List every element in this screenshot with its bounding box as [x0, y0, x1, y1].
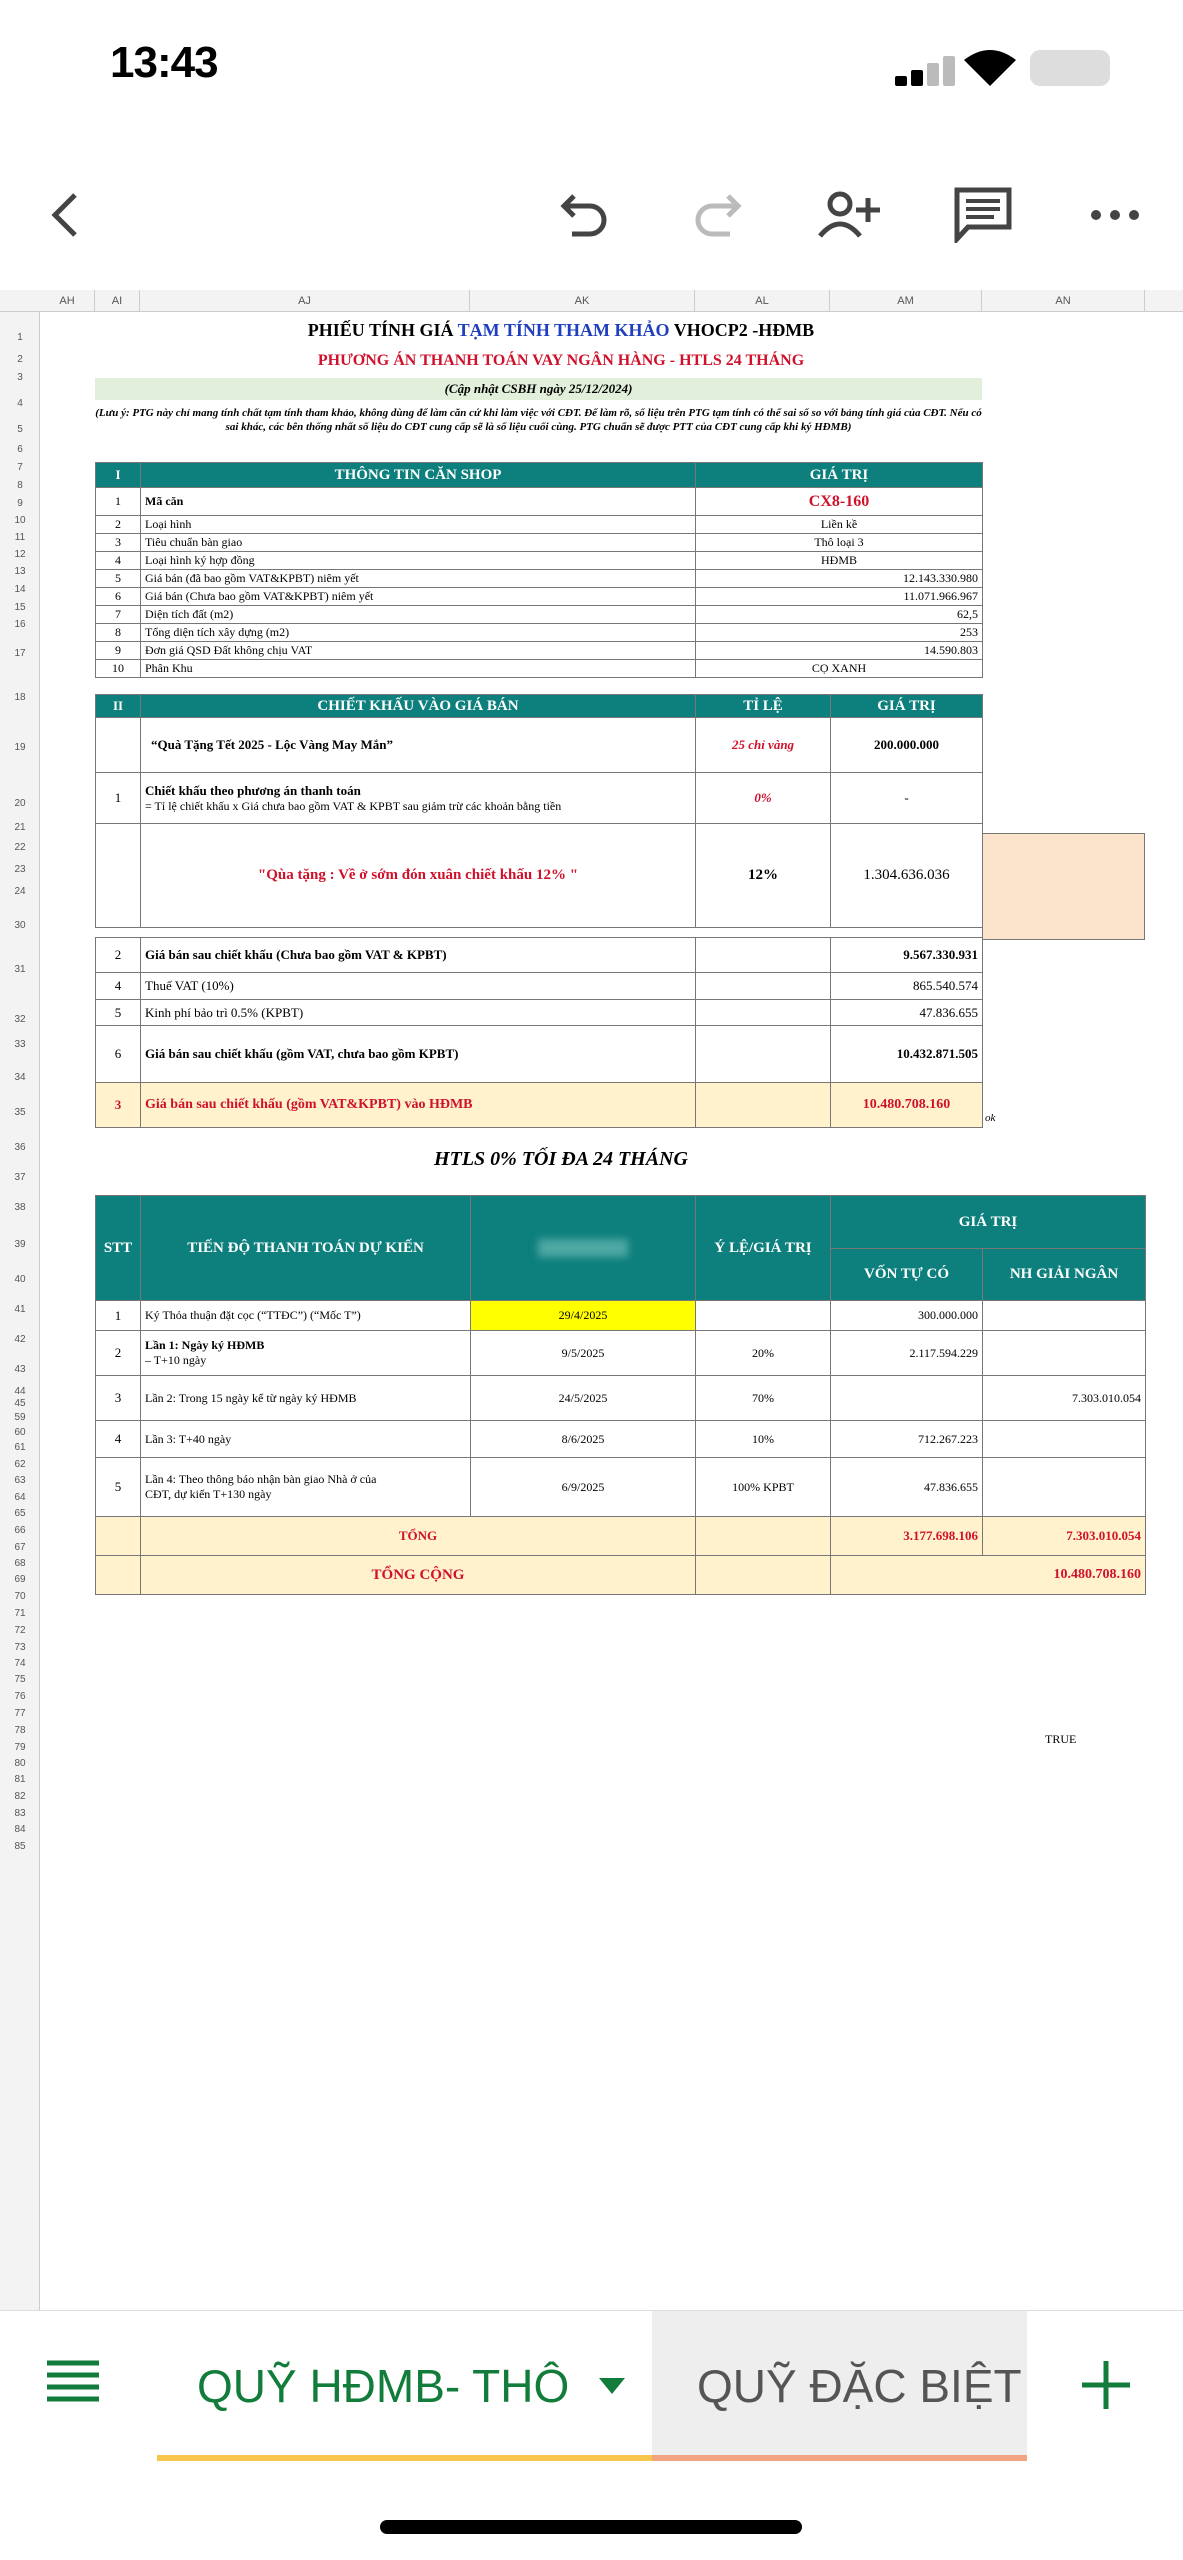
- column-header[interactable]: AH: [40, 290, 95, 312]
- stt-header: STT: [95, 1195, 141, 1301]
- payment-sub: CĐT, dự kiến T+130 ngày: [145, 1487, 272, 1501]
- row-header[interactable]: 37: [14, 1172, 26, 1183]
- status-bar: [0, 0, 1183, 140]
- rate-value-header: Ý LỆ/GIÁ TRỊ: [695, 1195, 831, 1301]
- htls-title: HTLS 0% TỐI ĐA 24 THÁNG: [434, 1148, 688, 1170]
- section-number: II: [95, 694, 141, 718]
- total-bank[interactable]: 7.303.010.054: [982, 1516, 1146, 1556]
- payment-bank[interactable]: [982, 1420, 1146, 1458]
- row-number[interactable]: 6: [95, 587, 141, 606]
- row-number[interactable]: 3: [95, 1082, 141, 1128]
- info-value[interactable]: HĐMB: [695, 551, 983, 570]
- row-number[interactable]: 10: [95, 659, 141, 678]
- status-time: 13:43: [110, 38, 218, 87]
- discount-label-cell[interactable]: [140, 772, 696, 824]
- row-header[interactable]: 39: [14, 1239, 26, 1250]
- payment-rate[interactable]: 20%: [695, 1330, 831, 1376]
- payment-rate[interactable]: 10%: [695, 1420, 831, 1458]
- update-note: (Cập nhật CSBH ngày 25/12/2024): [95, 378, 982, 400]
- row-header[interactable]: 35: [14, 1107, 26, 1118]
- row-header[interactable]: 5: [17, 424, 23, 435]
- row-header[interactable]: 74: [14, 1658, 26, 1669]
- row-number[interactable]: 5: [95, 1457, 141, 1517]
- gift-value[interactable]: 200.000.000: [830, 717, 983, 773]
- row-number[interactable]: 2: [95, 937, 141, 973]
- payment-bank[interactable]: [982, 1300, 1146, 1331]
- row-header[interactable]: 23: [14, 864, 26, 875]
- payment-date[interactable]: 24/5/2025: [470, 1375, 696, 1421]
- row-header[interactable]: 66: [14, 1525, 26, 1536]
- promo-rate[interactable]: 12%: [695, 823, 831, 928]
- payment-bank[interactable]: [982, 1457, 1146, 1517]
- table-cell[interactable]: [695, 1082, 831, 1128]
- info-label[interactable]: Loại hình ký hợp đồng: [140, 551, 696, 570]
- row-header[interactable]: 4: [17, 398, 23, 409]
- sheet-subtitle: PHƯƠNG ÁN THANH TOÁN VAY NGÂN HÀNG - HTLS 24 THÁNG: [317, 352, 805, 369]
- undo-icon[interactable]: [550, 180, 620, 250]
- info-label[interactable]: Đơn giá QSD Đất không chịu VAT: [140, 641, 696, 660]
- row-header[interactable]: 17: [14, 648, 26, 659]
- payment-rate[interactable]: 100% KPBT: [695, 1457, 831, 1517]
- row-header[interactable]: 44: [14, 1386, 26, 1397]
- row-header[interactable]: 19: [14, 742, 26, 753]
- sheet-toolbar: [0, 150, 1183, 280]
- payment-label: Lần 4: Theo thông báo nhận bàn giao Nhà ở của: [145, 1472, 377, 1486]
- payment-rate[interactable]: 70%: [695, 1375, 831, 1421]
- row-header[interactable]: 1: [17, 332, 23, 343]
- row-header[interactable]: 63: [14, 1475, 26, 1486]
- chevron-down-icon[interactable]: [599, 2378, 625, 2394]
- row-header[interactable]: 36: [14, 1142, 26, 1153]
- table-cell[interactable]: [95, 1555, 141, 1595]
- total-label[interactable]: TỔNG: [140, 1516, 696, 1556]
- column-header[interactable]: AK: [470, 290, 695, 312]
- info-value[interactable]: 11.071.966.967: [695, 587, 983, 606]
- payment-label: Ký Thỏa thuận đặt cọc (“TTĐC”) (“Mốc T”): [145, 1308, 361, 1322]
- table-cell[interactable]: [695, 1025, 831, 1083]
- signal-icon: [895, 56, 965, 86]
- section-title: CHIẾT KHẤU VÀO GIÁ BÁN: [140, 694, 696, 718]
- progress-header: TIẾN ĐỘ THANH TOÁN DỰ KIẾN: [140, 1195, 471, 1301]
- row-number[interactable]: 4: [95, 1420, 141, 1458]
- row-header[interactable]: 6: [17, 444, 23, 455]
- row-header[interactable]: 68: [14, 1558, 26, 1569]
- info-label[interactable]: Giá bán (đã bao gồm VAT&KPBT) niêm yết: [140, 569, 696, 588]
- info-value[interactable]: 62,5: [695, 605, 983, 624]
- more-dots-icon[interactable]: [1080, 180, 1150, 250]
- row-number[interactable]: 8: [95, 623, 141, 642]
- row-header[interactable]: 14: [14, 584, 26, 595]
- discount-value[interactable]: -: [830, 772, 983, 824]
- wifi-icon: [962, 48, 1018, 88]
- row-header[interactable]: 71: [14, 1608, 26, 1619]
- row-header[interactable]: 64: [14, 1492, 26, 1503]
- row-number[interactable]: 7: [95, 605, 141, 624]
- row-header[interactable]: 43: [14, 1364, 26, 1375]
- table-cell[interactable]: [95, 823, 141, 928]
- row-header[interactable]: 59: [14, 1412, 26, 1423]
- row-header[interactable]: 15: [14, 602, 26, 613]
- row-header[interactable]: 77: [14, 1708, 26, 1719]
- promo-label[interactable]: "Qùa tặng : Về ở sớm đón xuân chiết khấu 12% ": [140, 823, 696, 928]
- table-cell[interactable]: [95, 717, 141, 773]
- payment-own[interactable]: 300.000.000: [830, 1300, 983, 1331]
- row-header[interactable]: 82: [14, 1791, 26, 1802]
- info-label[interactable]: Tổng diện tích xây dựng (m2): [140, 623, 696, 642]
- tab-quy-dac-biet[interactable]: [652, 2311, 1027, 2461]
- row-number[interactable]: 5: [95, 569, 141, 588]
- value-group-header: GIÁ TRỊ: [830, 1195, 1146, 1249]
- payment-label-cell[interactable]: [140, 1330, 471, 1376]
- payment-label-cell[interactable]: [140, 1375, 471, 1421]
- row-header[interactable]: 2: [17, 354, 23, 365]
- discount-rate[interactable]: 0%: [695, 772, 831, 824]
- row-header[interactable]: 7: [17, 462, 23, 473]
- info-value[interactable]: CỌ XANH: [695, 659, 983, 678]
- payment-date[interactable]: 6/9/2025: [470, 1457, 696, 1517]
- info-label[interactable]: Phân Khu: [140, 659, 696, 678]
- spreadsheet-grid[interactable]: [0, 290, 1183, 2310]
- info-value[interactable]: Thô loại 3: [695, 533, 983, 552]
- title-part: VHOCP2 -HĐMB: [669, 320, 815, 340]
- payment-own[interactable]: 712.267.223: [830, 1420, 983, 1458]
- payment-label-cell[interactable]: [140, 1300, 471, 1331]
- info-value[interactable]: Liền kề: [695, 515, 983, 534]
- row-number[interactable]: 2: [95, 515, 141, 534]
- payment-label-cell[interactable]: [140, 1457, 471, 1517]
- tab-label: QUỸ HĐMB- THÔ: [197, 2360, 570, 2412]
- row-header[interactable]: 20: [14, 798, 26, 809]
- after-label[interactable]: Giá bán sau chiết khấu (Chưa bao gồm VAT & KPBT): [140, 937, 696, 973]
- row-header[interactable]: 34: [14, 1072, 26, 1083]
- column-header[interactable]: AI: [95, 290, 140, 312]
- table-cell[interactable]: [95, 1516, 141, 1556]
- row-header[interactable]: 70: [14, 1591, 26, 1602]
- info-label[interactable]: Loại hình: [140, 515, 696, 534]
- title-part: PHIẾU TÍNH GIÁ: [307, 320, 458, 340]
- row-header[interactable]: 65: [14, 1508, 26, 1519]
- row-header[interactable]: 45: [14, 1398, 26, 1409]
- row-number[interactable]: 3: [95, 1375, 141, 1421]
- row-number[interactable]: 6: [95, 1025, 141, 1083]
- payment-sub: – T+10 ngày: [145, 1353, 207, 1367]
- blurred-text: [538, 1239, 628, 1257]
- sheet-tab-bar: [0, 2310, 1183, 2470]
- back-arrow-icon[interactable]: [30, 180, 100, 250]
- column-header[interactable]: AN: [982, 290, 1145, 312]
- row-header[interactable]: 11: [14, 532, 26, 543]
- tab-label: QUỸ ĐẶC BIỆT: [697, 2360, 1022, 2412]
- payment-label: Lần 2: Trong 15 ngày kể từ ngày ký HĐMB: [145, 1390, 357, 1405]
- row-number[interactable]: 9: [95, 641, 141, 660]
- column-header-bar: [0, 290, 1183, 312]
- gift-label[interactable]: “Quà Tặng Tết 2025 - Lộc Vàng May Mắn”: [140, 717, 696, 773]
- home-indicator: [380, 2520, 802, 2534]
- after-label[interactable]: Thuế VAT (10%): [140, 972, 696, 1000]
- value-header: GIÁ TRỊ: [830, 694, 983, 718]
- payment-own[interactable]: [830, 1375, 983, 1421]
- payment-date[interactable]: 8/6/2025: [470, 1420, 696, 1458]
- row-header[interactable]: 41: [14, 1304, 26, 1315]
- redo-icon[interactable]: [682, 180, 752, 250]
- row-header[interactable]: 42: [14, 1334, 26, 1345]
- row-header[interactable]: 12: [14, 549, 26, 560]
- row-header[interactable]: 73: [14, 1642, 26, 1653]
- add-sheet-icon[interactable]: [1078, 2357, 1134, 2413]
- row-header[interactable]: 81: [14, 1774, 26, 1785]
- row-header[interactable]: 31: [14, 964, 26, 975]
- grand-total-value[interactable]: 10.480.708.160: [830, 1555, 1146, 1595]
- highlighted-cell[interactable]: [982, 833, 1145, 940]
- table-cell[interactable]: [695, 1555, 831, 1595]
- disclaimer-note: (Lưu ý: PTG này chỉ mang tính chất tạm tính tham khảo, không dùng để làm căn cứ khi làm việc với CĐT. Để làm rõ, số liệu trên PTG tạm tính có thể sai số so với bảng tính giá của CĐT. Nếu có sai khác, các bên thống nhất số liệu do CĐT cung cấp sẽ là số liệu cuối cùng. PTG chuẩn sẽ được PTT của CĐT cung cấp khi ký HĐMB): [95, 407, 982, 434]
- payment-label: Lần 1: Ngày ký HĐMB: [145, 1338, 265, 1352]
- row-header[interactable]: 76: [14, 1691, 26, 1702]
- payment-rate[interactable]: [695, 1300, 831, 1331]
- row-header[interactable]: 9: [17, 498, 23, 509]
- section-title: THÔNG TIN CĂN SHOP: [140, 462, 696, 488]
- discount-label: Chiết khấu theo phương án thanh toán: [145, 782, 361, 798]
- row-header[interactable]: 69: [14, 1574, 26, 1585]
- info-value[interactable]: 14.590.803: [695, 641, 983, 660]
- after-value[interactable]: 865.540.574: [830, 972, 983, 1000]
- row-number[interactable]: 5: [95, 999, 141, 1026]
- row-number[interactable]: 4: [95, 551, 141, 570]
- row-header[interactable]: 84: [14, 1824, 26, 1835]
- row-number[interactable]: 1: [95, 1300, 141, 1331]
- row-header[interactable]: 32: [14, 1014, 26, 1025]
- menu-icon[interactable]: [45, 2359, 105, 2409]
- ok-note: ok: [985, 1112, 996, 1124]
- comment-icon[interactable]: [948, 180, 1018, 250]
- row-header[interactable]: 78: [14, 1725, 26, 1736]
- blurred-header: [470, 1195, 696, 1301]
- info-value[interactable]: 12.143.330.980: [695, 569, 983, 588]
- after-label[interactable]: Giá bán sau chiết khấu (gồm VAT, chưa bao gồm KPBT): [140, 1025, 696, 1083]
- row-header-bar: [0, 312, 40, 2310]
- row-number[interactable]: 1: [95, 772, 141, 824]
- row-number[interactable]: 1: [95, 487, 141, 516]
- own-capital-header: VỐN TỰ CÓ: [830, 1248, 983, 1301]
- title-part-highlight: TẠM TÍNH THAM KHẢO: [457, 320, 670, 340]
- after-value[interactable]: 47.836.655: [830, 999, 983, 1026]
- row-number[interactable]: 4: [95, 972, 141, 1000]
- section-value-header: GIÁ TRỊ: [695, 462, 983, 488]
- tab-quy-hdmb[interactable]: [157, 2311, 652, 2461]
- row-number[interactable]: 3: [95, 533, 141, 552]
- row-header[interactable]: 60: [14, 1427, 26, 1438]
- after-value[interactable]: 10.432.871.505: [830, 1025, 983, 1083]
- info-value[interactable]: 253: [695, 623, 983, 642]
- payment-own[interactable]: 47.836.655: [830, 1457, 983, 1517]
- bank-header: NH GIẢI NGÂN: [982, 1248, 1146, 1301]
- row-header[interactable]: 18: [14, 692, 26, 703]
- payment-date[interactable]: 29/4/2025: [470, 1300, 696, 1331]
- row-header[interactable]: 30: [14, 920, 26, 931]
- row-header[interactable]: 33: [14, 1039, 26, 1050]
- total-own[interactable]: 3.177.698.106: [830, 1516, 983, 1556]
- row-header[interactable]: 80: [14, 1758, 26, 1769]
- row-header[interactable]: 40: [14, 1274, 26, 1285]
- info-label[interactable]: Diện tích đất (m2): [140, 605, 696, 624]
- battery-icon: [1030, 50, 1110, 86]
- payment-label: Lần 3: T+40 ngày: [145, 1431, 232, 1446]
- section-number: I: [95, 462, 141, 488]
- payment-bank[interactable]: [982, 1330, 1146, 1376]
- row-header[interactable]: 61: [14, 1442, 26, 1453]
- table-cell[interactable]: [695, 999, 831, 1026]
- payment-date[interactable]: 9/5/2025: [470, 1330, 696, 1376]
- grand-total-label[interactable]: TỔNG CỘNG: [140, 1555, 696, 1595]
- info-value[interactable]: CX8-160: [695, 487, 983, 516]
- row-header[interactable]: 24: [14, 886, 26, 897]
- sheet-title: [140, 320, 982, 341]
- row-header[interactable]: 79: [14, 1742, 26, 1753]
- info-label[interactable]: Giá bán (Chưa bao gồm VAT&KPBT) niêm yết: [140, 587, 696, 606]
- after-label[interactable]: Kinh phí bảo trì 0.5% (KPBT): [140, 999, 696, 1026]
- row-header[interactable]: 22: [14, 842, 26, 853]
- table-cell[interactable]: [695, 972, 831, 1000]
- row-header[interactable]: 67: [14, 1542, 26, 1553]
- rate-header: TỈ LỆ: [695, 694, 831, 718]
- table-cell[interactable]: [695, 1516, 831, 1556]
- add-person-icon[interactable]: [815, 180, 885, 250]
- row-header[interactable]: 10: [14, 515, 26, 526]
- column-header[interactable]: AM: [830, 290, 982, 312]
- row-header[interactable]: 85: [14, 1841, 26, 1852]
- row-header[interactable]: 38: [14, 1202, 26, 1213]
- payment-own[interactable]: 2.117.594.229: [830, 1330, 983, 1376]
- row-header[interactable]: 16: [14, 619, 26, 630]
- payment-label-cell[interactable]: [140, 1420, 471, 1458]
- row-header[interactable]: 8: [17, 480, 23, 491]
- row-header[interactable]: 13: [14, 566, 26, 577]
- info-label[interactable]: Tiêu chuẩn bàn giao: [140, 533, 696, 552]
- final-price-value[interactable]: 10.480.708.160: [830, 1082, 983, 1128]
- after-value[interactable]: 9.567.330.931: [830, 937, 983, 973]
- row-header[interactable]: 83: [14, 1808, 26, 1819]
- promo-value[interactable]: 1.304.636.036: [830, 823, 983, 928]
- gift-rate[interactable]: 25 chỉ vàng: [695, 717, 831, 773]
- table-cell[interactable]: [695, 937, 831, 973]
- payment-bank[interactable]: 7.303.010.054: [982, 1375, 1146, 1421]
- info-label[interactable]: Mã căn: [140, 487, 696, 516]
- row-header[interactable]: 21: [14, 822, 26, 833]
- row-header[interactable]: 62: [14, 1459, 26, 1470]
- row-number[interactable]: 2: [95, 1330, 141, 1376]
- column-header[interactable]: AJ: [140, 290, 470, 312]
- row-header[interactable]: 3: [17, 372, 23, 383]
- column-header[interactable]: AL: [695, 290, 830, 312]
- row-header[interactable]: 72: [14, 1625, 26, 1636]
- discount-sub: = Tỉ lệ chiết khấu x Giá chưa bao gồm VAT & KPBT sau giảm trừ các khoản bằng tiền: [145, 798, 562, 813]
- final-price-label[interactable]: Giá bán sau chiết khấu (gồm VAT&KPBT) vào HĐMB: [140, 1082, 696, 1128]
- true-cell[interactable]: TRUE: [1045, 1732, 1077, 1746]
- row-header[interactable]: 75: [14, 1674, 26, 1685]
